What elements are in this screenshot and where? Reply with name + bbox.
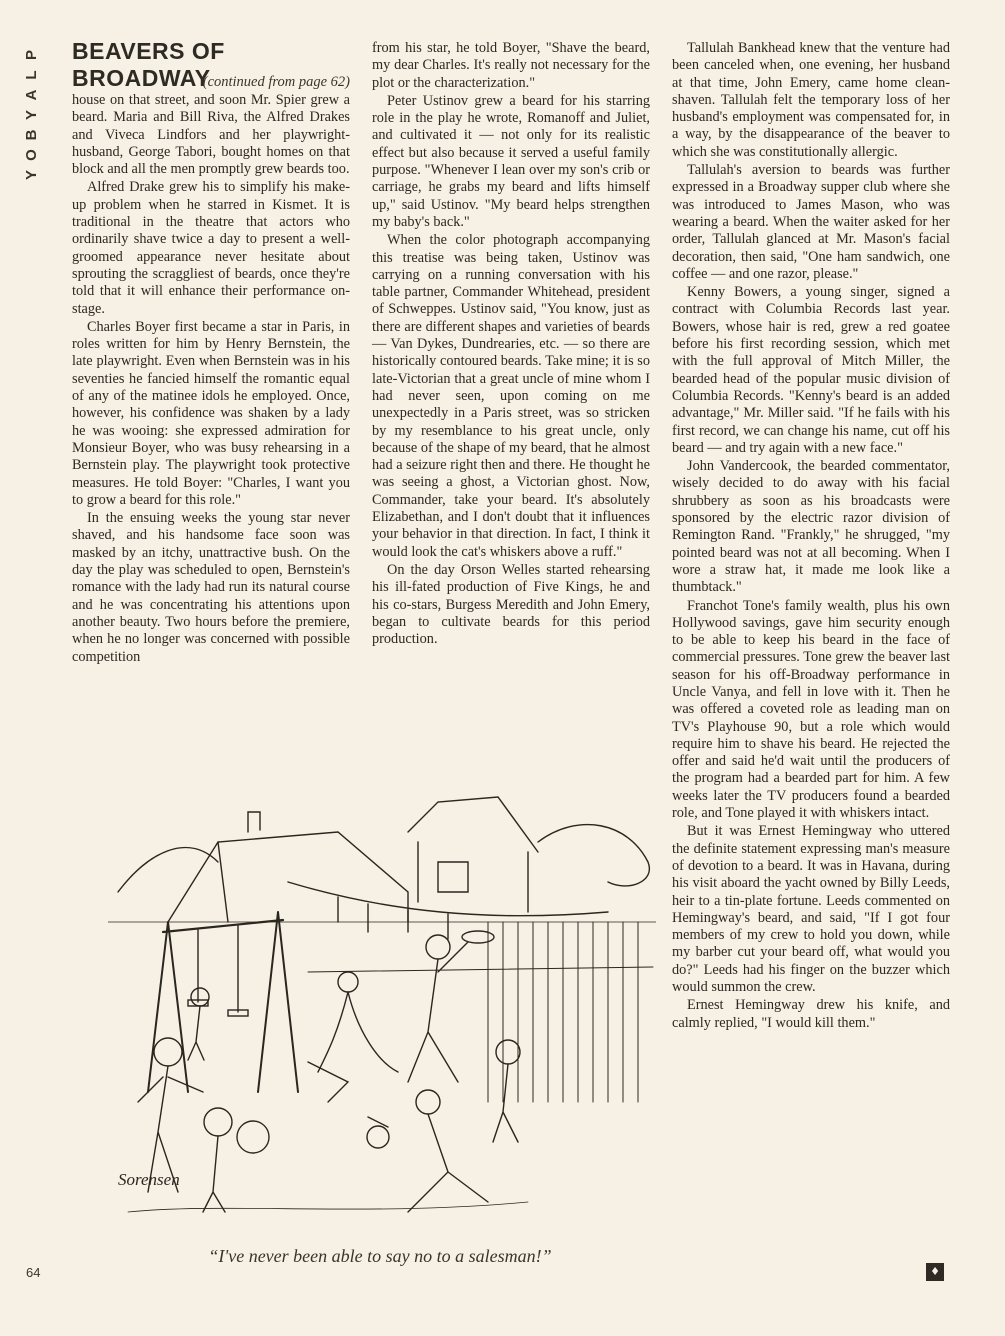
paragraph: house on that street, and soon Mr. Spier grew a beard. Maria and Bill Riva, the Alfred Drakes and Viveca Lindfors and her playwright-husband, George Tabori, bought homes on that block and all the men promptly grew beards too. bbox=[72, 92, 350, 178]
article-headline: BEAVERS OF BROADWAY bbox=[72, 38, 225, 91]
masthead-letter: Y bbox=[23, 110, 40, 121]
masthead-vertical bbox=[22, 45, 42, 185]
paragraph: Kenny Bowers, a young singer, signed a contract with Columbia Records last year. Bowers, whose hair is red, grew a red goatee before his first recording session, which met with the full approval of Mitch Miller, the bearded head of the popular music division of Columbia Records. "Kenny's beard is an added advantage," Mr. Miller said. "If he fails with his first record, we can change his name, cut off his beard — and try again with a new face." bbox=[672, 284, 950, 456]
rabbit-head-icon: ♦ bbox=[926, 1263, 944, 1281]
text-column-1 bbox=[72, 92, 350, 667]
cartoon-caption: “I've never been able to say no to a salesman!” bbox=[208, 1246, 552, 1266]
masthead-letter: Y bbox=[23, 170, 40, 181]
masthead-letter: A bbox=[23, 89, 40, 101]
paragraph: Charles Boyer first became a star in Paris, in roles written for him by Henry Bernstein, the late playwright. Even when Bernstein was in his seventies he fancied himself the romantic equal of any of the matinee idols he employed. Once, however, his confidence was shaken by a lady he was wooing: she expressed admiration for Monsieur Boyer, who was busy rehearsing in a Bernstein play. The playwright took protective measures. He told Boyer: "Charles, I want you to grow a beard for this role." bbox=[72, 318, 350, 508]
masthead-letter: O bbox=[23, 149, 40, 161]
paragraph: When the color photograph accompanying this treatise was being taken, Ustinov was carrying on a running conversation with his table partner, Commander Whitehead, president of Schweppes. Ustinov said, "You know, just as there are different shapes and varieties of beards — Van Dykes, Dundrearies, etc. — so there are historically contoured beards. Take mine; it is so late-Victorian that a great uncle of mine whom I had never seen, upon coming on me unexpectedly in a Paris street, was so stricken by my resemblance to his great uncle, only because of the shape of my beard, that he almost had a seizure right then and there. He thought he was seeing a ghost, a Victorian ghost. Now, Commander, take your beard. It's absolutely Elizabethan, and I don't doubt that it influences your behavior in that direction. In fact, I think it would look the cat's whiskers above a ruff." bbox=[372, 232, 650, 560]
paragraph: Peter Ustinov grew a beard for his starring role in the play he wrote, Romanoff and Juliet, and cultivated it — not only for its realistic effect but also because it served a useful family purpose. "Whenever I lean over my son's crib or carriage, he grabs my beard and lifts himself up," said Ustinov. "My beard helps strengthen my baby's back." bbox=[372, 92, 650, 230]
paragraph: On the day Orson Welles started rehearsing his ill-fated production of Five Kings, he and his co-stars, Burgess Meredith and John Emery, began to cultivate beards for this period production. bbox=[372, 561, 650, 648]
text-column-2 bbox=[372, 40, 650, 649]
masthead-letter: B bbox=[23, 129, 40, 141]
paragraph: Ernest Hemingway drew his knife, and calmly replied, "I would kill them." bbox=[672, 997, 950, 1031]
paragraph: Franchot Tone's family wealth, plus his own Hollywood savings, gave him security enough to be able to keep his beard in the face of commercial pressures. Tone grew the beaver last season for his off-Broadway performance in Uncle Vanya, and fell in love with it. Then he was offered a coveted role as leading man on TV's Playhouse 90, but a role which would require him to shave his beard. He rejected the offer and said he'd wait until the producers of the program had a bearded part for him. A few weeks later the TV producers found a bearded role, and Tone played it with whiskers intact. bbox=[672, 597, 950, 822]
text-column-3 bbox=[672, 40, 950, 1033]
page-number: 64 bbox=[26, 1265, 41, 1280]
paragraph: In the ensuing weeks the young star never shaved, and his handsome face soon was masked by an itchy, unattractive bush. On the day the play was scheduled to open, Bernstein's romance with the lady had run its natural course and he was concentrating his attentions upon another beauty. Two hours before the premiere, when he no longer was concerned with possible competition bbox=[72, 510, 350, 665]
paragraph: But it was Ernest Hemingway who uttered the definite statement expressing man's measure of devotion to a beard. It was in Havana, during his visit aboard the yacht owned by Billy Leeds, heir to a tin-plate fortune. Leeds commented on Hemingway's beard, and said, "If I got four members of my crew to hold you down, while my barber cut your beard off, what would you do?" Leeds had his finger on the buzzer which would summon the crew. bbox=[672, 823, 950, 996]
continued-note: (continued from page 62) bbox=[202, 74, 350, 90]
masthead-letter: L bbox=[23, 70, 40, 80]
paragraph: Tallulah's aversion to beards was further expressed in a Broadway supper club where she was introduced to James Mason, who was wearing a beard. When the waiter asked for her order, Tallulah glanced at Mr. Mason's facial decoration, then said, "One ham sandwich, one coffee — and one razor, please." bbox=[672, 162, 950, 282]
cartoon-illustration bbox=[108, 772, 656, 1234]
paragraph: Tallulah Bankhead knew that the venture had been canceled when, one evening, her husband at that time, John Emery, came home clean-shaven. Tallulah felt the temporary loss of her husband's employment was compensated for, in a way, by the disappearance of the beaver to which she was constitutionally allergic. bbox=[672, 40, 950, 160]
paragraph: Alfred Drake grew his to simplify his make-up problem when he starred in Kismet. It is traditional in the theatre that actors who ordinarily shave twice a day to present a well-groomed appearance never hesitate about sprouting the scraggliest of beards, once they're told that it will enhance their performance on-stage. bbox=[72, 179, 350, 317]
masthead-letter: P bbox=[23, 50, 40, 61]
cartoonist-signature: Sorensen bbox=[118, 1170, 180, 1189]
paragraph: from his star, he told Boyer, "Shave the beard, my dear Charles. It's really not necessary for the plot or the characterization." bbox=[372, 40, 650, 91]
paragraph: John Vandercook, the bearded commentator, wisely decided to do away with his facial shrubbery as soon as his broadcasts were sponsored by the electric razor division of Remington Rand. "Frankly," he shrugged, "my pointed beard was not at all becoming. When I wore a straw hat, it made me look like a thumbtack." bbox=[672, 458, 950, 596]
